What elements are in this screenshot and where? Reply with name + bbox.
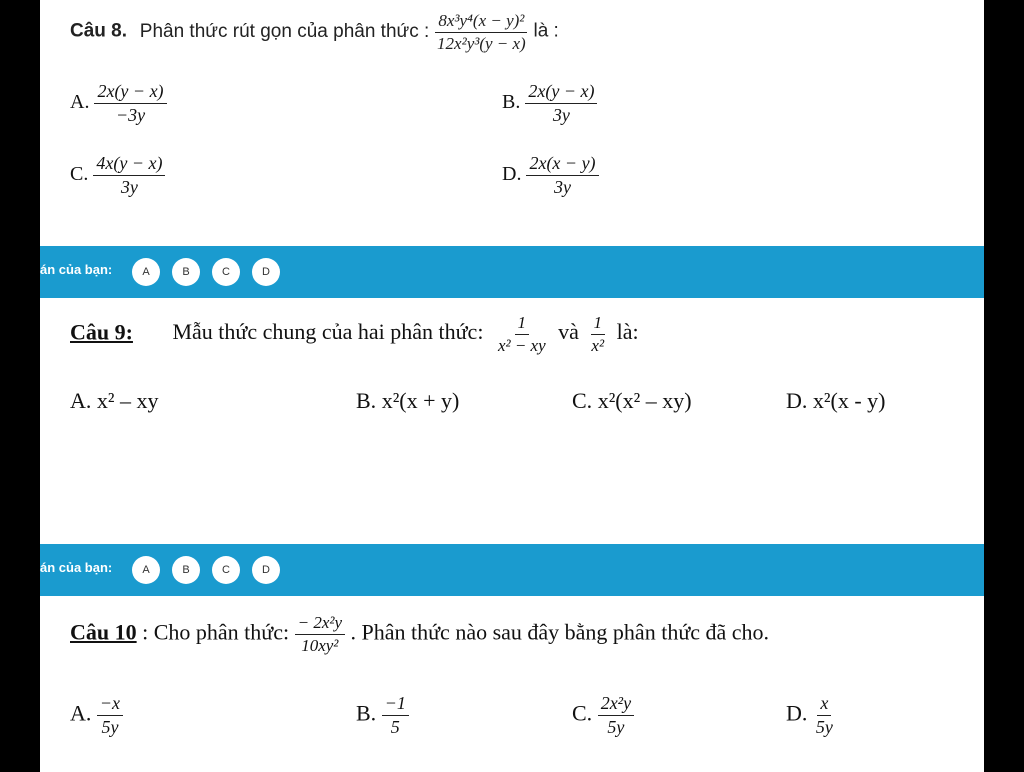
q9-option-b[interactable] [356, 388, 459, 414]
q9-fraction-2 [588, 314, 607, 355]
q9-suffix: là: [616, 319, 639, 345]
q10-option-a-num: −x [97, 694, 123, 716]
q9-option-d-letter: D. [786, 388, 808, 413]
answer-1-choice-a[interactable]: A [132, 258, 160, 286]
q9-frac2-den: x² [591, 335, 605, 355]
q9-option-a[interactable] [70, 388, 159, 414]
q8-fraction [434, 12, 529, 53]
q9-option-c-text: x²(x² – xy) [597, 388, 692, 413]
q9-frac2-num: 1 [591, 314, 606, 335]
answer-bar-2-label: án của bạn: [40, 560, 113, 575]
q10-text: : Cho phân thức: [142, 619, 290, 645]
q8-option-a-num: 2x(y − x) [94, 82, 166, 104]
q9-frac1-num: 1 [515, 314, 530, 335]
q9-option-d-text: x²(x - y) [812, 388, 886, 413]
q10-option-a-fraction [97, 694, 123, 737]
q10-option-a-letter: A. [70, 700, 92, 726]
q8-option-c-fraction [93, 154, 165, 197]
q10-option-d-num: x [817, 694, 831, 716]
q8-option-b[interactable] [502, 82, 597, 125]
q10-frac-den: 10xy² [301, 635, 339, 655]
question-9 [70, 314, 639, 355]
answer-bar-1-label: án của bạn: [40, 262, 113, 277]
q8-option-d[interactable] [502, 154, 599, 197]
q8-option-c[interactable] [70, 154, 165, 197]
q9-frac1-den: x² − xy [497, 335, 546, 355]
q10-option-d-den: 5y [815, 716, 833, 737]
question-10 [70, 614, 769, 655]
q10-option-d-fraction [813, 694, 836, 737]
q10-option-c[interactable] [572, 694, 634, 737]
answer-1-choice-c[interactable]: C [212, 258, 240, 286]
q8-option-a[interactable] [70, 82, 167, 125]
answer-bar-1 [40, 246, 984, 298]
q10-option-b-num: −1 [382, 694, 409, 716]
q8-option-c-letter: C. [70, 162, 89, 185]
q10-option-d[interactable] [786, 694, 836, 737]
q8-suffix: là : [533, 20, 559, 42]
q9-option-c-letter: C. [572, 388, 593, 413]
q8-option-c-num: 4x(y − x) [93, 154, 165, 176]
q10-frac-num: − 2x²y [295, 614, 345, 635]
answer-2-choice-b[interactable]: B [172, 556, 200, 584]
q9-option-a-letter: A. [70, 388, 92, 413]
q10-option-b-fraction [382, 694, 409, 737]
q10-option-c-fraction [598, 694, 634, 737]
document-page [40, 0, 984, 772]
q10-label: Câu 10 [70, 619, 137, 645]
answer-1-choice-d[interactable]: D [252, 258, 280, 286]
q10-option-a-den: 5y [101, 716, 119, 737]
q10-suffix: . Phân thức nào sau đây bằng phân thức đã cho. [350, 619, 770, 645]
q10-option-b[interactable] [356, 694, 409, 737]
q9-option-b-letter: B. [356, 388, 377, 413]
q8-label: Câu 8. [70, 20, 128, 42]
q8-option-a-den: −3y [115, 104, 146, 125]
q8-frac-num: 8x³y⁴(x − y)² [435, 12, 527, 33]
q10-option-b-letter: B. [356, 700, 377, 726]
answer-1-choice-b[interactable]: B [172, 258, 200, 286]
q10-option-c-num: 2x²y [598, 694, 634, 716]
q8-option-b-den: 3y [552, 104, 570, 125]
answer-2-choice-c[interactable]: C [212, 556, 240, 584]
q10-option-d-letter: D. [786, 700, 808, 726]
q9-option-b-text: x²(x + y) [381, 388, 460, 413]
q8-option-d-letter: D. [502, 162, 522, 185]
q10-option-c-den: 5y [607, 716, 625, 737]
q8-option-a-letter: A. [70, 90, 90, 113]
q8-option-b-fraction [525, 82, 597, 125]
q9-fraction-1 [495, 314, 549, 355]
q8-frac-den: 12x²y³(y − x) [437, 33, 526, 53]
answer-2-choice-a[interactable]: A [132, 556, 160, 584]
q8-option-b-letter: B. [502, 90, 521, 113]
q8-option-b-num: 2x(y − x) [525, 82, 597, 104]
q8-option-a-fraction [94, 82, 166, 125]
answer-2-choice-d[interactable]: D [252, 556, 280, 584]
q8-option-c-den: 3y [120, 176, 138, 197]
q9-option-c[interactable] [572, 388, 692, 414]
q9-text: Mẫu thức chung của hai phân thức: [172, 319, 484, 345]
q10-fraction [295, 614, 345, 655]
q8-text: Phân thức rút gọn của phân thức : [139, 20, 430, 42]
q9-label: Câu 9: [70, 319, 133, 345]
q8-option-d-num: 2x(x − y) [526, 154, 598, 176]
answer-bar-2 [40, 544, 984, 596]
q8-option-d-den: 3y [554, 176, 571, 197]
q8-option-d-fraction [526, 154, 598, 197]
q9-option-d[interactable] [786, 388, 885, 414]
question-8 [70, 12, 559, 53]
q9-conj: và [558, 319, 579, 345]
q10-option-b-den: 5 [390, 716, 400, 737]
q10-option-a[interactable] [70, 694, 123, 737]
q10-option-c-letter: C. [572, 700, 593, 726]
q9-option-a-text: x² – xy [96, 388, 159, 413]
